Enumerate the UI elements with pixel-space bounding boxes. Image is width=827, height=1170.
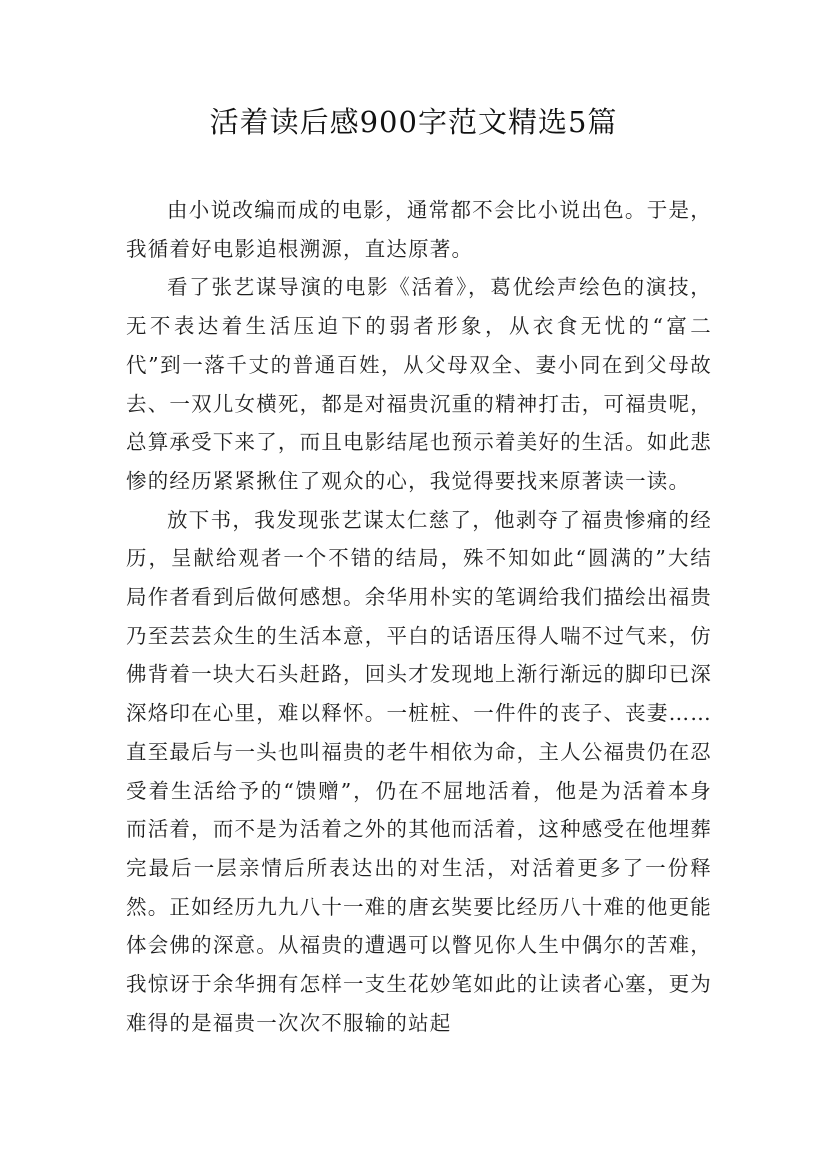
paragraph: 由小说改编而成的电影，通常都不会比小说出色。于是，我循着好电影追根溯源，直达原著。 [126, 198, 712, 261]
paragraph: 放下书，我发现张艺谋太仁慈了，他剥夺了福贵惨痛的经历，呈献给观者一个不错的结局，殊不知如此“圆满的”大结局作者看到后做何感想。余华用朴实的笔调给我们描绘出福贵乃至芸芸众生的生活本意，平白的话语压得人喘不过气来，仿佛背着一块大石头赶路，回头才发现地上渐行渐远的脚印已深深烙印在心里，难以释怀。一桩桩、一件件的丧子、丧妻……直至最后与一头也叫福贵的老牛相依为命，主人公福贵仍在忍受着生活给予的“馈赠”，仍在不屈地活着，他是为活着本身而活着，而不是为活着之外的其他而活着，这种感受在他埋葬完最后一层亲情后所表达出的对生活，对活着更多了一份释然。正如经历九九八十一难的唐玄奘要比经历八十难的他更能体会佛的深意。从福贵的遭遇可以瞥见你人生中偶尔的苦难，我惊讶于余华拥有怎样一支生花妙笔如此的让读者心塞，更为难得的是福贵一次次不服输的站起 [126, 507, 712, 1035]
document-body [126, 191, 712, 1042]
document-title: 活着读后感900字范文精选5篇 [209, 105, 618, 139]
paragraph: 看了张艺谋导演的电影《活着》，葛优绘声绘色的演技，无不表达着生活压迫下的弱者形象，从衣食无忧的“富二代”到一落千丈的普通百姓，从父母双全、妻小同在到父母故去、一双儿女横死，都是对福贵沉重的精神打击，可福贵呢，总算承受下来了，而且电影结尾也预示着美好的生活。如此悲惨的经历紧紧揪住了观众的心，我觉得要找来原著读一读。 [126, 275, 712, 493]
